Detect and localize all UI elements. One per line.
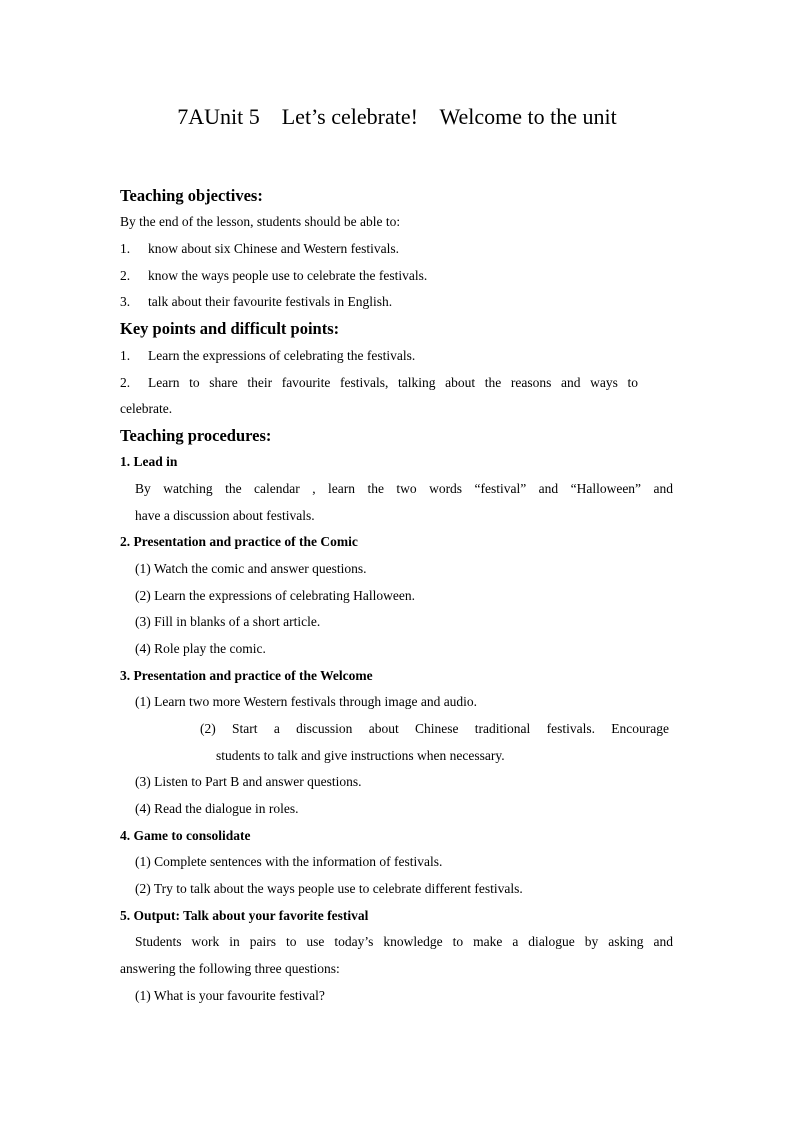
procedures-heading: Teaching procedures:	[120, 426, 272, 445]
objective-item	[120, 294, 392, 310]
lead-in-text: have a discussion about festivals.	[135, 508, 315, 523]
keypoint-num: 2.	[120, 375, 131, 390]
keypoint-item	[120, 348, 415, 364]
objectives-heading: Teaching objectives:	[120, 186, 263, 205]
document-title: 7AUnit 5 Let’s celebrate! Welcome to the unit	[177, 104, 617, 129]
keypoint-continuation: celebrate.	[120, 401, 173, 416]
comic-step: (2) Learn the expressions of celebrating Halloween.	[135, 588, 416, 603]
section-heading-output: 5. Output: Talk about your favorite festival	[120, 908, 369, 923]
section-heading-comic: 2. Presentation and practice of the Comic	[120, 534, 358, 549]
welcome-step: (1) Learn two more Western festivals through image and audio.	[135, 694, 478, 709]
welcome-step: (4) Read the dialogue in roles.	[135, 801, 299, 816]
objective-num: 2.	[120, 268, 131, 283]
comic-step: (4) Role play the comic.	[135, 641, 266, 656]
welcome-step: (3) Listen to Part B and answer questions.	[135, 774, 362, 789]
keypoint-text: Learn the expressions of celebrating the festivals.	[148, 348, 416, 363]
keypoint-text: Learn to share their favourite festivals, talking about the reasons and ways to	[148, 375, 638, 390]
objective-text: know the ways people use to celebrate the festivals.	[148, 268, 428, 283]
welcome-step-continuation: students to talk and give instructions when necessary.	[216, 748, 505, 763]
lead-in-text: By watching the calendar , learn the two words “festival” and “Halloween” and	[135, 481, 673, 496]
keypoint-num: 1.	[120, 348, 131, 363]
output-question: (1) What is your favourite festival?	[135, 988, 325, 1003]
section-heading-welcome: 3. Presentation and practice of the Welcome	[120, 668, 373, 683]
keypoints-heading: Key points and difficult points:	[120, 319, 340, 338]
objective-text: talk about their favourite festivals in English.	[148, 294, 393, 309]
welcome-step: (2) Start a discussion about Chinese traditional festivals. Encourage	[200, 721, 669, 736]
objectives-intro: By the end of the lesson, students should be able to:	[120, 214, 401, 229]
game-step: (1) Complete sentences with the information of festivals.	[135, 854, 443, 869]
game-step: (2) Try to talk about the ways people use to celebrate different festivals.	[135, 881, 523, 896]
objective-num: 1.	[120, 241, 131, 256]
output-text: Students work in pairs to use today’s knowledge to make a dialogue by asking and	[135, 934, 673, 949]
comic-step: (3) Fill in blanks of a short article.	[135, 614, 321, 629]
section-heading-game: 4. Game to consolidate	[120, 828, 251, 843]
objective-num: 3.	[120, 294, 131, 309]
objective-item	[120, 268, 427, 284]
output-text: answering the following three questions:	[120, 961, 340, 976]
keypoint-item	[120, 375, 638, 391]
objective-text: know about six Chinese and Western festivals.	[148, 241, 399, 256]
objective-item	[120, 241, 399, 257]
comic-step: (1) Watch the comic and answer questions.	[135, 561, 367, 576]
section-heading-lead-in: 1. Lead in	[120, 454, 178, 469]
